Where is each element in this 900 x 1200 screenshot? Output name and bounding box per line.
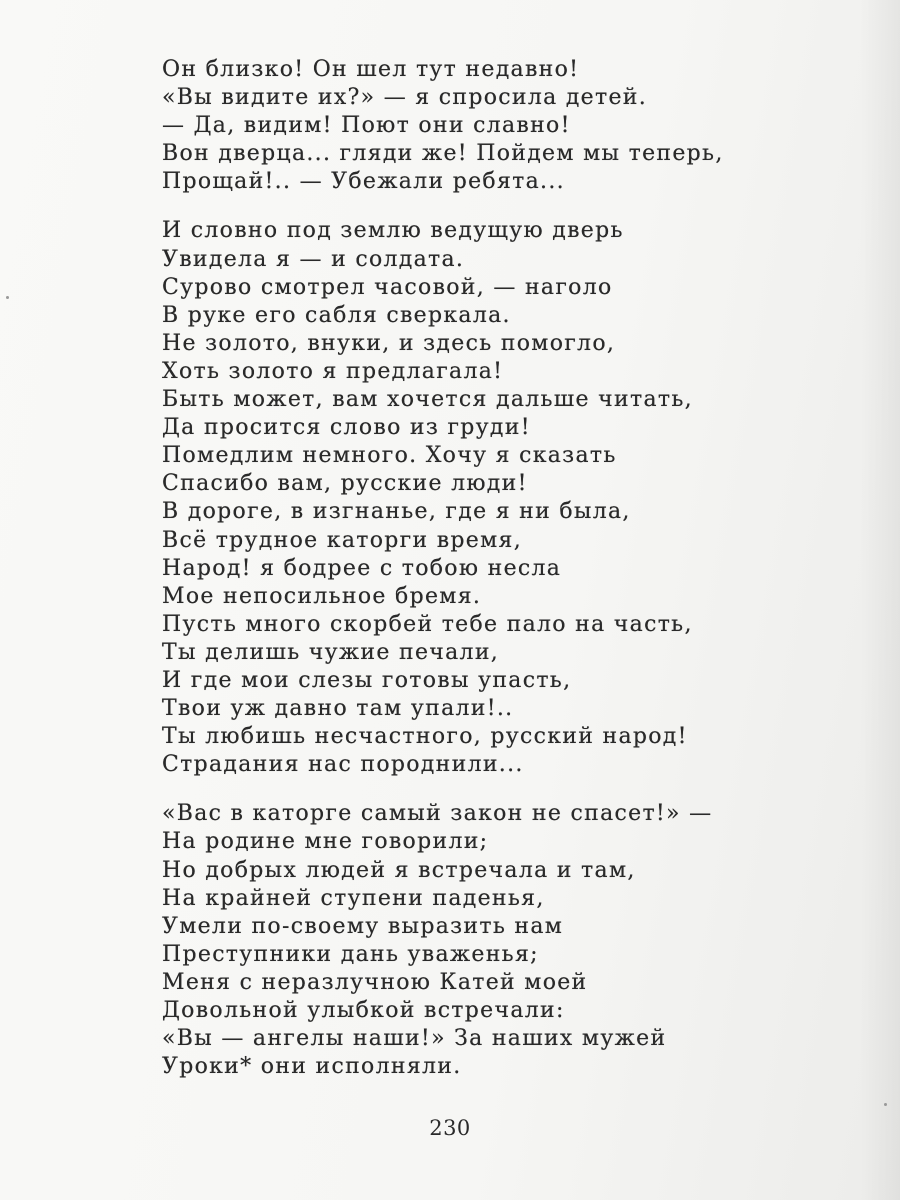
poem-line: Ты любишь несчастного, русский народ! [162,724,688,750]
poem-line: Страдания нас породнили... [162,752,524,778]
poem-line: Вон дверца... гляди же! Пойдем мы теперь, [162,141,724,167]
poem-line: Меня с неразлучною Катей моей [162,969,588,995]
poem-line: Он близко! Он шел тут недавно! [162,57,580,82]
poem-line: Мое непосильное бремя. [162,583,482,609]
poem-line: Всё трудное каторги время, [162,527,522,553]
poem-line: Преступники дань уваженья; [162,941,539,967]
stanza [162,56,724,196]
scan-speck [6,296,9,299]
poem-line: «Вы видите их?» — я спросила детей. [162,85,648,111]
poem-line: Прощай!.. — Убежали ребята... [162,169,565,195]
poem-line: Спасибо вам, русские люди! [162,471,528,497]
poem-line: Увидела я — и солдата. [162,246,465,272]
poem-line: — Да, видим! Поют они славно! [162,113,571,139]
poem-line: Не золото, внуки, и здесь помогло, [162,330,616,356]
poem-text [162,56,724,1102]
poem-line: Но добрых людей я встречала и там, [162,857,636,883]
poem-line: Уроки* они исполняли. [162,1054,462,1080]
poem-line: Народ! я бодрее с тобою несла [162,555,562,581]
poem-line: Довольной улыбкой встречали: [162,998,565,1023]
poem-line: Помедлим немного. Хочу я сказать [162,443,617,469]
poem-line: Да просится слово из груди! [162,415,531,441]
poem-line: На родине мне говорили; [162,829,489,855]
page-edge-shadow [860,0,900,1200]
poem-line: Быть может, вам хочется дальше читать, [162,387,693,413]
poem-line: «Вас в каторге самый закон не спасет!» — [162,801,713,827]
poem-line: В руке его сабля сверкала. [162,302,511,328]
stanza [162,800,724,1081]
poem-line: Ты делишь чужие печали, [162,639,500,665]
poem-line: Сурово смотрел часовой, — наголо [162,274,613,300]
poem-line: Хоть золото я предлагала! [162,358,504,384]
poem-line: В дороге, в изгнанье, где я ни была, [162,499,631,525]
poem-line: И где мои слезы готовы упасть, [162,667,572,693]
poem-line: На крайней ступени паденья, [162,885,545,911]
page-number: 230 [429,1116,471,1140]
poem-line: «Вы — ангелы наши!» За наших мужей [162,1026,667,1052]
poem-line: Твои уж давно там упали!.. [162,696,514,722]
poem-line: Умели по-своему выразить нам [162,913,564,939]
scan-speck [884,1103,887,1106]
poem-line: И словно под землю ведущую дверь [162,218,624,244]
poem-line: Пусть много скорбей тебе пало на часть, [162,611,693,637]
stanza [162,217,724,779]
